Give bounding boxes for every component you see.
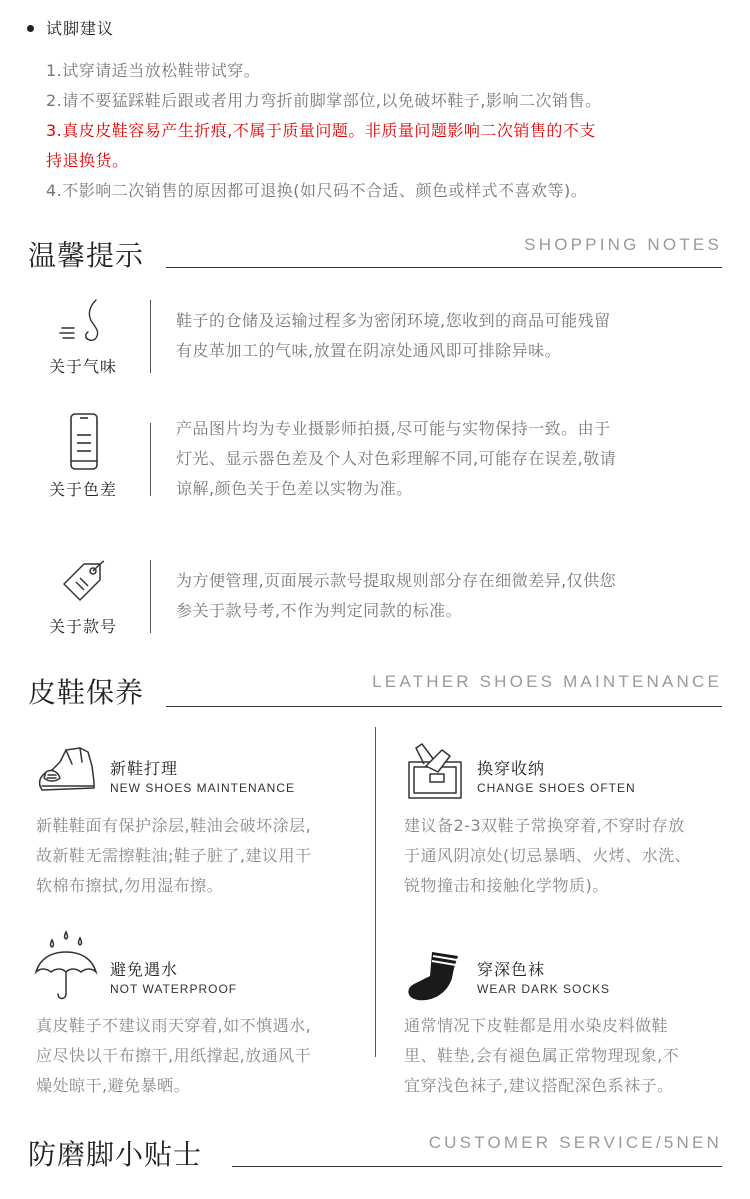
note-text-color: 产品图片均为专业摄影师拍摄,尽可能与实物保持一致。由于 灯光、显示器色差及个人对色彩理解不同,可能存在误差,敬请 谅解,颜色关于色差以实物为准。 [176,419,617,498]
note-divider [150,560,151,633]
shoe-box-icon [406,742,464,800]
tips-title-en: CUSTOMER SERVICE/5NEN [428,1133,722,1152]
shoe-cleaning-icon [36,742,98,794]
try-on-rule-3: 3.真皮皮鞋容易产生折痕,不属于质量问题。非质量问题影响二次销售的不支 [46,121,596,140]
notes-title: 温馨提示 [28,239,145,272]
note-divider [150,300,151,373]
try-on-rule-4: 4.不影响二次销售的原因都可退换(如尺码不合适、颜色或样式不喜欢等)。 [46,181,588,200]
try-on-title: 试脚建议 [46,19,115,38]
maint-title-change-shoes: 换穿收纳 [477,759,546,778]
try-on-rule-2: 2.请不要猛踩鞋后跟或者用力弯折前脚掌部位,以免破坏鞋子,影响二次销售。 [46,91,602,110]
sock-icon [404,948,462,1004]
tag-icon [60,560,120,610]
maint-title-dark-socks: 穿深色袜 [477,960,546,979]
note-text-style: 为方便管理,页面展示款号提取规则部分存在细微差异,仅供您 参关于款号考,不作为判定同款的标准。 [176,571,617,620]
maint-text-not-waterproof: 真皮鞋子不建议雨天穿着,如不慎遇水, 应尽快以干布擦干,用纸撑起,放通风干 燥处晾干,避免暴晒。 [36,1016,312,1095]
notes-divider [166,267,722,268]
maintenance-title: 皮鞋保养 [28,676,145,709]
maint-text-new-shoes: 新鞋鞋面有保护涂层,鞋油会破坏涂层, 故新鞋无需擦鞋油;鞋子脏了,建议用干 软棉布擦拭,勿用湿布擦。 [36,816,312,895]
maint-en-new-shoes: NEW SHOES MAINTENANCE [110,781,296,795]
try-on-rule-1: 1.试穿请适当放松鞋带试穿。 [46,61,261,80]
maintenance-divider [166,706,722,707]
note-divider [150,423,151,496]
maint-en-not-waterproof: NOT WATERPROOF [110,982,238,996]
tips-divider [232,1166,722,1167]
tips-title: 防磨脚小贴士 [28,1138,203,1171]
try-on-rule-3-cont: 持退换货。 [46,151,129,170]
maintenance-title-en: LEATHER SHOES MAINTENANCE [372,672,722,691]
maint-en-dark-socks: WEAR DARK SOCKS [477,982,611,996]
maintenance-center-divider [375,727,376,1057]
maint-en-change-shoes: CHANGE SHOES OFTEN [477,781,636,795]
maint-title-new-shoes: 新鞋打理 [110,759,179,778]
note-label-smell: 关于气味 [48,357,117,376]
note-label-color: 关于色差 [48,480,117,499]
maint-text-change-shoes: 建议备2-3双鞋子常换穿着,不穿时存放 于通风阴凉处(切忌暴晒、火烤、水洗、 锐物撞击和接触化学物质)。 [404,816,692,895]
note-label-style: 关于款号 [48,617,117,636]
notes-title-en: SHOPPING NOTES [524,235,722,254]
maint-title-not-waterproof: 避免遇水 [110,960,179,979]
phone-icon [68,413,128,463]
bullet-dot [27,25,34,32]
nose-smell-icon [58,298,118,348]
umbrella-rain-icon [34,930,98,1002]
note-text-smell: 鞋子的仓储及运输过程多为密闭环境,您收到的商品可能残留 有皮革加工的气味,放置在阴凉处通风即可排除异味。 [176,311,611,360]
maint-text-dark-socks: 通常情况下皮鞋都是用水染皮料做鞋 里、鞋垫,会有褪色属正常物理现象,不 宜穿浅色袜子,建议搭配深色系袜子。 [404,1016,680,1095]
